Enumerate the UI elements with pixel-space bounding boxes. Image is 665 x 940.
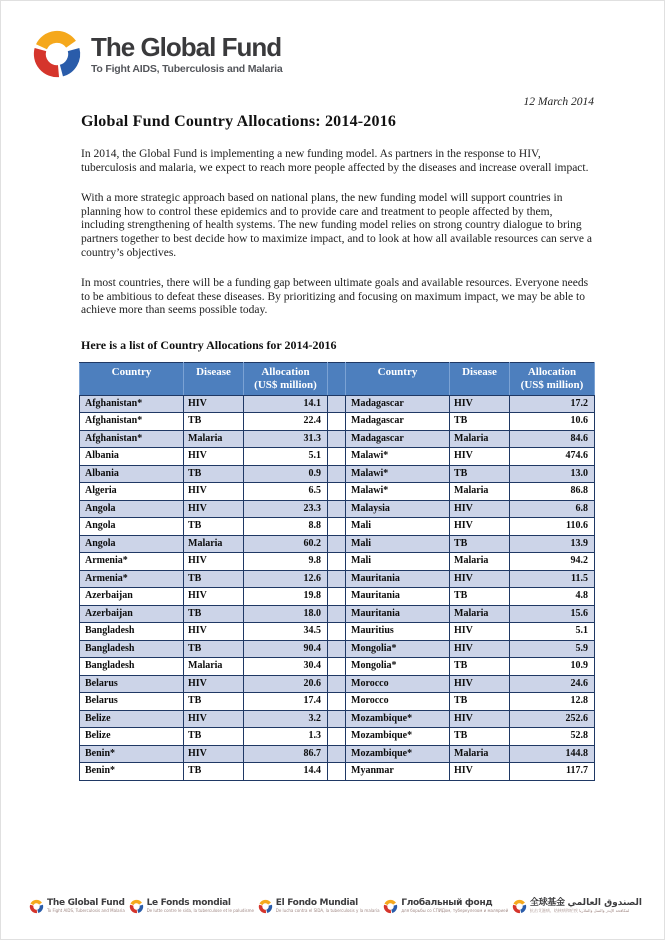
table-row (80, 483, 595, 501)
allocation-cell: 13.9 (510, 535, 595, 553)
allocation-cell: 10.9 (510, 658, 595, 676)
footer-logo-tagline: для борьбы со СПИДом, туберкулезом и малярией (401, 908, 509, 913)
disease-cell: HIV (184, 448, 244, 466)
country-cell: Belize (80, 710, 184, 728)
allocation-cell: 14.4 (244, 763, 328, 781)
disease-cell: HIV (184, 745, 244, 763)
table-row (80, 763, 595, 781)
footer-logo (29, 898, 125, 914)
table-row (80, 693, 595, 711)
country-cell: Morocco (346, 675, 450, 693)
disease-cell: TB (450, 535, 510, 553)
disease-cell: TB (184, 570, 244, 588)
country-cell: Malawi* (346, 448, 450, 466)
allocation-cell: 15.6 (510, 605, 595, 623)
country-cell: Madagascar (346, 413, 450, 431)
country-cell: Belarus (80, 693, 184, 711)
spacer-cell (328, 518, 346, 536)
disease-cell: HIV (184, 553, 244, 571)
disease-cell: TB (184, 465, 244, 483)
disease-cell: Malaria (184, 430, 244, 448)
disease-cell: Malaria (450, 430, 510, 448)
table-row (80, 570, 595, 588)
disease-cell: HIV (450, 448, 510, 466)
allocation-cell: 14.1 (244, 395, 328, 413)
table-row (80, 640, 595, 658)
table-row (80, 710, 595, 728)
allocation-cell: 10.6 (510, 413, 595, 431)
spacer-cell (328, 483, 346, 501)
table-row (80, 745, 595, 763)
country-cell: Armenia* (80, 553, 184, 571)
allocation-cell: 5.1 (510, 623, 595, 641)
footer-logo-tagline: To Fight AIDS, Tuberculosis and Malaria (47, 908, 125, 913)
column-header-spacer (328, 362, 346, 395)
table-header-row (80, 362, 595, 395)
allocation-cell: 84.6 (510, 430, 595, 448)
allocation-cell: 31.3 (244, 430, 328, 448)
country-cell: Myanmar (346, 763, 450, 781)
allocation-cell: 0.9 (244, 465, 328, 483)
allocation-table (79, 362, 595, 781)
disease-cell: HIV (184, 500, 244, 518)
spacer-cell (328, 430, 346, 448)
table-row (80, 430, 595, 448)
footer-logos (29, 898, 642, 914)
disease-cell: Malaria (450, 483, 510, 501)
table-row (80, 588, 595, 606)
spacer-cell (328, 710, 346, 728)
disease-cell: TB (450, 658, 510, 676)
spacer-cell (328, 465, 346, 483)
country-cell: Mozambique* (346, 728, 450, 746)
paragraph: With a more strategic approach based on national plans, the new funding model will support countries in planning how to control these epidemics and to provide care and treatment to people affected by them, including strengthening of health systems. The new funding model relies on strong country dialogue to bring partners together to best decide how to maximize impact, and to look at how all available resources can serve a country’s objectives. (81, 192, 592, 259)
disease-cell: HIV (450, 518, 510, 536)
country-cell: Azerbaijan (80, 588, 184, 606)
country-cell: Mali (346, 518, 450, 536)
country-cell: Algeria (80, 483, 184, 501)
disease-cell: HIV (184, 588, 244, 606)
disease-cell: HIV (184, 710, 244, 728)
footer-logo (258, 898, 380, 914)
table-row (80, 605, 595, 623)
disease-cell: HIV (450, 500, 510, 518)
disease-cell: Malaria (184, 658, 244, 676)
allocation-cell: 94.2 (510, 553, 595, 571)
disease-cell: TB (184, 728, 244, 746)
disease-cell: Malaria (184, 535, 244, 553)
disease-cell: TB (450, 728, 510, 746)
spacer-cell (328, 535, 346, 553)
table-row (80, 518, 595, 536)
allocation-cell: 110.6 (510, 518, 595, 536)
column-header-country: Country (80, 362, 184, 395)
disease-cell: TB (450, 465, 510, 483)
table-row (80, 553, 595, 571)
allocation-cell: 6.5 (244, 483, 328, 501)
table-heading: Here is a list of Country Allocations for 2014-2016 (81, 337, 337, 352)
allocation-cell: 90.4 (244, 640, 328, 658)
country-cell: Bangladesh (80, 640, 184, 658)
country-cell: Afghanistan* (80, 395, 184, 413)
footer-logo-tagline: De lucha contra el SIDA, la tuberculosis y la malaria (275, 908, 380, 913)
disease-cell: HIV (450, 623, 510, 641)
allocation-cell: 86.8 (510, 483, 595, 501)
footer-logo (383, 898, 508, 914)
country-cell: Benin* (80, 763, 184, 781)
globalfund-swirl-icon (29, 899, 44, 914)
country-cell: Afghanistan* (80, 430, 184, 448)
spacer-cell (328, 693, 346, 711)
disease-cell: TB (184, 413, 244, 431)
spacer-cell (328, 763, 346, 781)
allocation-cell: 4.8 (510, 588, 595, 606)
disease-cell: HIV (450, 763, 510, 781)
country-cell: Malawi* (346, 483, 450, 501)
country-cell: Albania (80, 465, 184, 483)
allocation-cell: 474.6 (510, 448, 595, 466)
column-header-disease: Disease (184, 362, 244, 395)
column-header-disease: Disease (450, 362, 510, 395)
allocation-cell: 3.2 (244, 710, 328, 728)
country-cell: Mauritania (346, 588, 450, 606)
disease-cell: TB (184, 640, 244, 658)
disease-cell: HIV (184, 675, 244, 693)
disease-cell: HIV (450, 395, 510, 413)
disease-cell: HIV (184, 483, 244, 501)
country-cell: Mauritania (346, 605, 450, 623)
allocation-table-body (80, 395, 595, 780)
table-row (80, 413, 595, 431)
allocation-cell: 6.8 (510, 500, 595, 518)
allocation-cell: 60.2 (244, 535, 328, 553)
disease-cell: TB (184, 518, 244, 536)
disease-cell: Malaria (450, 745, 510, 763)
country-cell: Belize (80, 728, 184, 746)
spacer-cell (328, 395, 346, 413)
table-row (80, 535, 595, 553)
disease-cell: Malaria (450, 553, 510, 571)
table-row (80, 448, 595, 466)
country-cell: Mauritius (346, 623, 450, 641)
country-cell: Mongolia* (346, 640, 450, 658)
allocation-cell: 17.2 (510, 395, 595, 413)
country-cell: Bangladesh (80, 623, 184, 641)
disease-cell: Malaria (450, 605, 510, 623)
allocation-cell: 5.9 (510, 640, 595, 658)
allocation-cell: 1.3 (244, 728, 328, 746)
logo-tagline: To Fight AIDS, Tuberculosis and Malaria (91, 63, 283, 75)
country-cell: Angola (80, 535, 184, 553)
disease-cell: TB (450, 693, 510, 711)
allocation-cell: 11.5 (510, 570, 595, 588)
country-cell: Azerbaijan (80, 605, 184, 623)
country-cell: Mali (346, 553, 450, 571)
disease-cell: HIV (184, 395, 244, 413)
allocation-cell: 12.6 (244, 570, 328, 588)
logo-name: The Global Fund (91, 32, 282, 62)
country-cell: Morocco (346, 693, 450, 711)
country-cell: Armenia* (80, 570, 184, 588)
footer-logo-name: Глобальный фонд (401, 898, 493, 908)
footer-logo-name: Le Fonds mondial (146, 898, 231, 908)
country-cell: Mauritania (346, 570, 450, 588)
footer-logo-name: 全球基金 الصندوق العالمي (529, 898, 642, 908)
table-row (80, 658, 595, 676)
allocation-cell: 34.5 (244, 623, 328, 641)
allocation-cell: 8.8 (244, 518, 328, 536)
disease-cell: HIV (184, 623, 244, 641)
country-cell: Madagascar (346, 430, 450, 448)
spacer-cell (328, 623, 346, 641)
spacer-cell (328, 500, 346, 518)
country-cell: Albania (80, 448, 184, 466)
allocation-cell: 20.6 (244, 675, 328, 693)
disease-cell: TB (450, 413, 510, 431)
table-row (80, 728, 595, 746)
column-header-allocation: Allocation (US$ million) (244, 362, 328, 395)
disease-cell: HIV (450, 640, 510, 658)
spacer-cell (328, 588, 346, 606)
country-cell: Malaysia (346, 500, 450, 518)
footer-logo-name: The Global Fund (47, 898, 125, 908)
footer-logo-tagline: De lutte contre le sida, la tuberculose et le paludisme (146, 908, 254, 913)
footer-logo-tagline: 抗击艾滋病、结核病和疟疾 لمكافحة الإيدز والسل والملاريا (529, 908, 630, 913)
page-title: Global Fund Country Allocations: 2014-2016 (81, 113, 397, 130)
footer-logo-name: El Fondo Mundial (275, 898, 358, 908)
table-row (80, 395, 595, 413)
allocation-cell: 12.8 (510, 693, 595, 711)
country-cell: Mozambique* (346, 745, 450, 763)
footer-logo (129, 898, 254, 914)
allocation-cell: 86.7 (244, 745, 328, 763)
allocation-cell: 5.1 (244, 448, 328, 466)
country-cell: Malawi* (346, 465, 450, 483)
disease-cell: HIV (450, 570, 510, 588)
allocation-cell: 24.6 (510, 675, 595, 693)
allocation-cell: 23.3 (244, 500, 328, 518)
globalfund-swirl-icon (512, 899, 527, 914)
paragraph: In 2014, the Global Fund is implementing a new funding model. As partners in the response to HIV, tuberculosis and malaria, we expect to reach more people affected by the diseases and increase overall impact. (81, 148, 589, 174)
spacer-cell (328, 745, 346, 763)
table-row (80, 500, 595, 518)
disease-cell: TB (184, 763, 244, 781)
disease-cell: TB (184, 693, 244, 711)
table-row (80, 465, 595, 483)
allocation-cell: 144.8 (510, 745, 595, 763)
allocation-cell: 252.6 (510, 710, 595, 728)
disease-cell: TB (450, 588, 510, 606)
allocation-cell: 13.0 (510, 465, 595, 483)
document-date: 12 March 2014 (523, 96, 594, 108)
globalfund-swirl-icon (129, 899, 144, 914)
country-cell: Belarus (80, 675, 184, 693)
allocation-cell: 19.8 (244, 588, 328, 606)
disease-cell: HIV (450, 675, 510, 693)
country-cell: Angola (80, 500, 184, 518)
country-cell: Bangladesh (80, 658, 184, 676)
column-header-allocation: Allocation (US$ million) (510, 362, 595, 395)
paragraph: In most countries, there will be a funding gap between ultimate goals and available resources. Everyone needs to be ambitious to defeat these diseases. By prioritizing and focusing on maximum impact, we may be able to achieve more than seems possible today. (81, 277, 589, 317)
allocation-cell: 17.4 (244, 693, 328, 711)
footer-logo (512, 898, 642, 914)
allocation-cell: 18.0 (244, 605, 328, 623)
country-cell: Mozambique* (346, 710, 450, 728)
spacer-cell (328, 570, 346, 588)
globalfund-swirl-icon (31, 28, 83, 80)
spacer-cell (328, 553, 346, 571)
country-cell: Angola (80, 518, 184, 536)
spacer-cell (328, 605, 346, 623)
table-row (80, 675, 595, 693)
country-cell: Benin* (80, 745, 184, 763)
globalfund-logo (31, 28, 283, 80)
spacer-cell (328, 675, 346, 693)
country-cell: Afghanistan* (80, 413, 184, 431)
logo-text (91, 28, 283, 75)
allocation-cell: 9.8 (244, 553, 328, 571)
allocation-cell: 117.7 (510, 763, 595, 781)
globalfund-swirl-icon (383, 899, 398, 914)
spacer-cell (328, 640, 346, 658)
allocation-cell: 22.4 (244, 413, 328, 431)
country-cell: Mali (346, 535, 450, 553)
allocation-cell: 52.8 (510, 728, 595, 746)
spacer-cell (328, 728, 346, 746)
spacer-cell (328, 413, 346, 431)
spacer-cell (328, 658, 346, 676)
document-content (81, 96, 594, 781)
allocation-cell: 30.4 (244, 658, 328, 676)
column-header-country: Country (346, 362, 450, 395)
table-row (80, 623, 595, 641)
disease-cell: HIV (450, 710, 510, 728)
globalfund-swirl-icon (258, 899, 273, 914)
country-cell: Madagascar (346, 395, 450, 413)
spacer-cell (328, 448, 346, 466)
disease-cell: TB (184, 605, 244, 623)
country-cell: Mongolia* (346, 658, 450, 676)
